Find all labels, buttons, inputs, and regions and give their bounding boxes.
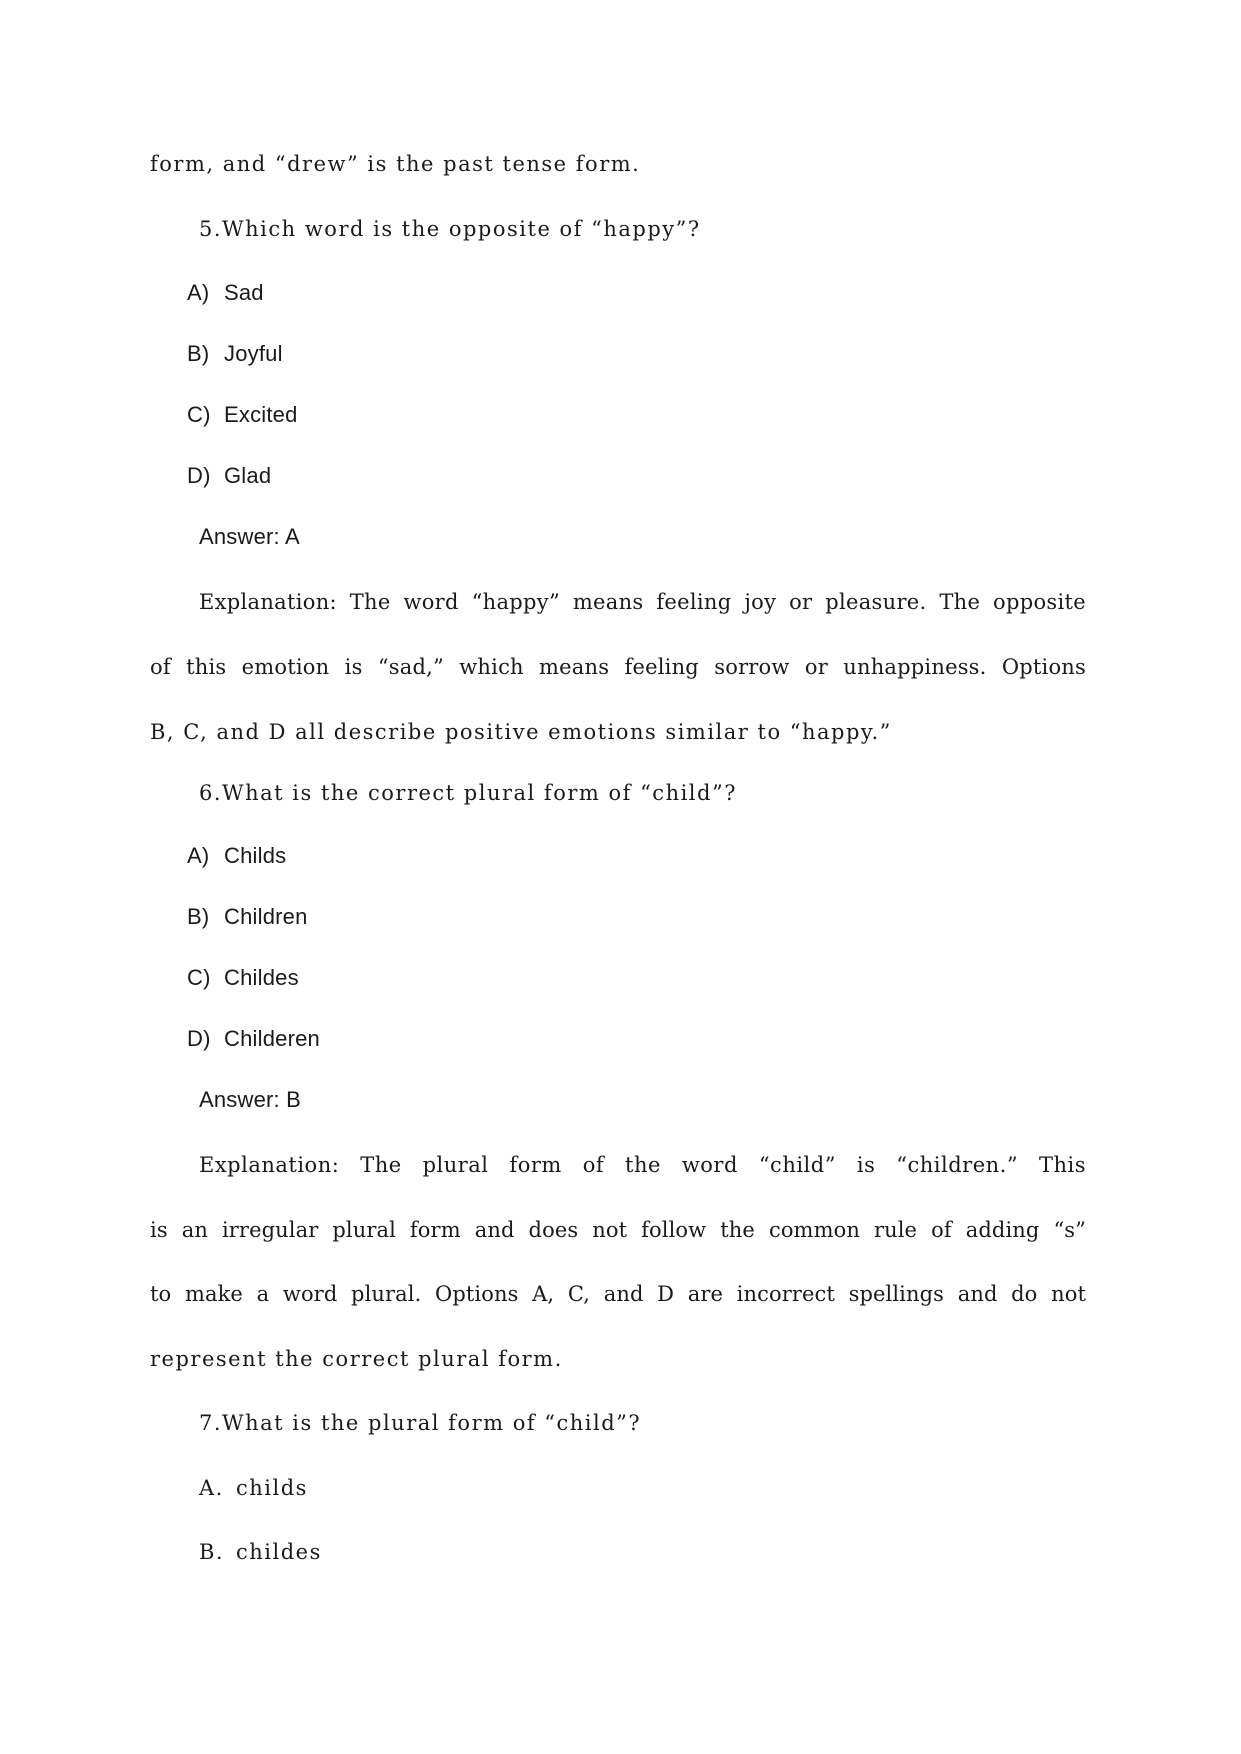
option-text: Childeren <box>224 1026 320 1051</box>
option-5c <box>187 402 298 428</box>
question-7: 7.What is the plural form of “child”? <box>199 1411 642 1435</box>
continuation-text: form, and “drew” is the past tense form. <box>150 152 641 176</box>
answer-6: Answer: B <box>199 1087 302 1112</box>
option-text: childs <box>236 1476 308 1500</box>
option-6a <box>187 843 286 869</box>
option-letter: B) <box>187 341 210 366</box>
option-text: Sad <box>224 280 264 305</box>
explanation-5-line-3: B, C, and D all describe positive emotions similar to “happy.” <box>150 720 892 744</box>
option-text: childes <box>236 1540 322 1564</box>
explanation-5-line-1: Explanation: The word “happy” means feeling joy or pleasure. The opposite <box>199 590 1086 614</box>
option-text: Children <box>224 904 308 929</box>
option-letter: A) <box>187 280 210 305</box>
option-6c <box>187 965 299 991</box>
option-letter: D) <box>187 1026 211 1051</box>
question-5: 5.Which word is the opposite of “happy”? <box>199 217 701 241</box>
option-text: Glad <box>224 463 272 488</box>
explanation-6-line-1: Explanation: The plural form of the word “child” is “children.” This <box>199 1153 1086 1177</box>
option-text: Childs <box>224 843 287 868</box>
answer-5: Answer: A <box>199 524 300 549</box>
explanation-6-line-2: is an irregular plural form and does not follow the common rule of adding “s” <box>150 1218 1086 1242</box>
option-5a <box>187 280 264 306</box>
option-letter: A) <box>187 843 210 868</box>
option-text: Excited <box>224 402 298 427</box>
option-6b <box>187 904 308 930</box>
question-6: 6.What is the correct plural form of “child”? <box>199 781 737 805</box>
option-letter: B) <box>187 904 210 929</box>
option-letter: C) <box>187 402 211 427</box>
option-5d <box>187 463 271 489</box>
option-letter: B. <box>199 1540 225 1564</box>
option-7a <box>199 1476 308 1500</box>
option-letter: D) <box>187 463 211 488</box>
explanation-5-line-2: of this emotion is “sad,” which means feeling sorrow or unhappiness. Options <box>150 655 1086 679</box>
option-letter: A. <box>199 1476 224 1500</box>
option-6d <box>187 1026 320 1052</box>
option-text: Childes <box>224 965 299 990</box>
explanation-6-line-4: represent the correct plural form. <box>150 1347 563 1371</box>
option-text: Joyful <box>224 341 283 366</box>
option-letter: C) <box>187 965 211 990</box>
option-7b <box>199 1540 322 1564</box>
explanation-6-line-3: to make a word plural. Options A, C, and D are incorrect spellings and do not <box>150 1282 1086 1306</box>
option-5b <box>187 341 283 367</box>
